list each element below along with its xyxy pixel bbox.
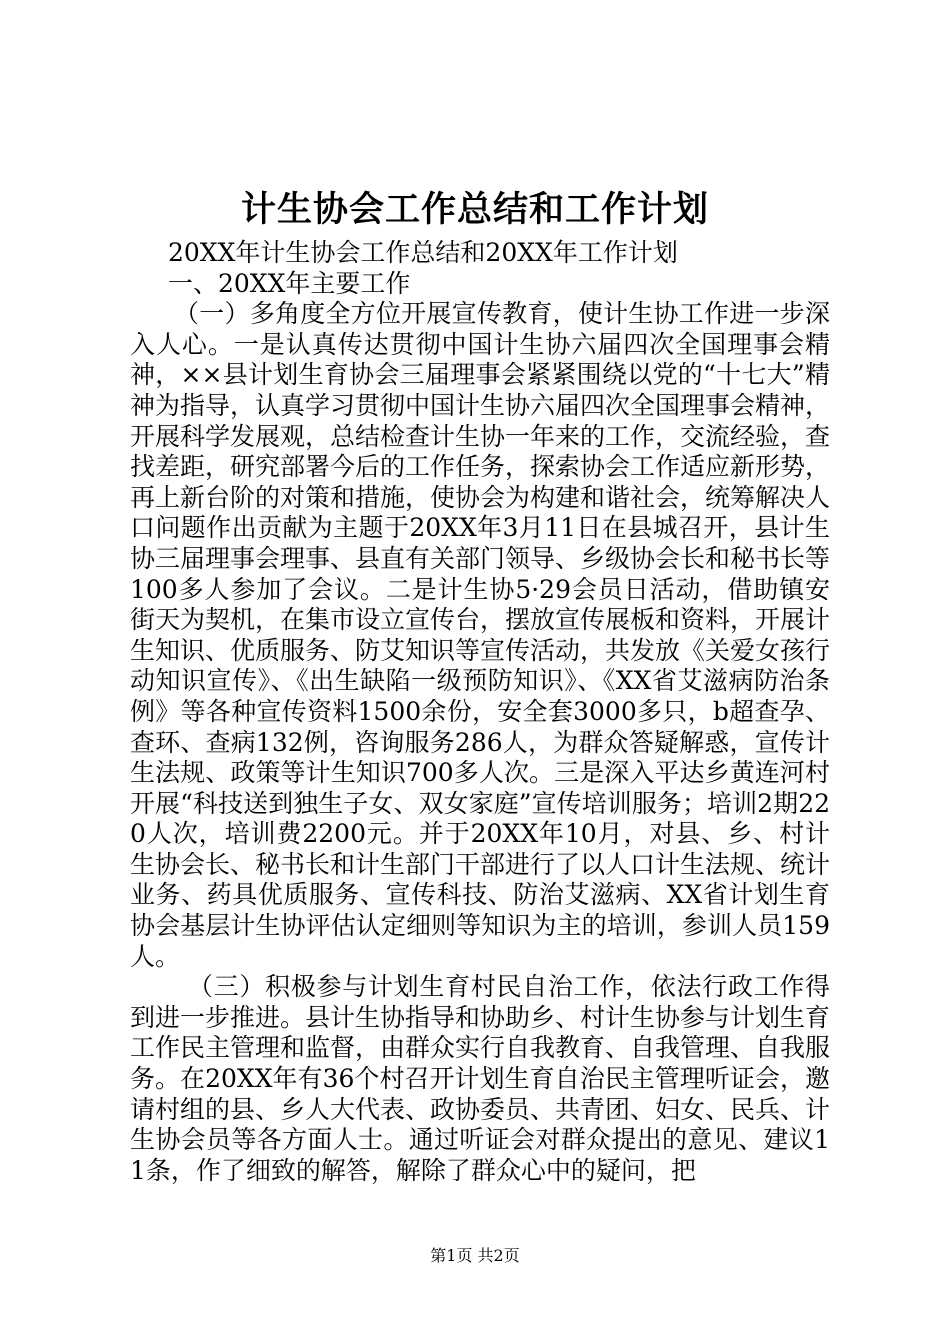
section-heading: 一、20XX年主要工作 <box>168 268 411 298</box>
document-title: 计生协会工作总结和工作计划 <box>240 189 709 230</box>
document-body <box>130 238 830 1186</box>
page-footer: 第1页 共2页 <box>430 1246 520 1265</box>
subtitle-line: 20XX年计生协会工作总结和20XX年工作计划 <box>168 238 678 267</box>
paragraph-one: （一）多角度全方位开展宣传教育，使计生协工作进一步深入人心。一是认真传达贯彻中国计生协六届四次全国理事会精神，××县计划生育协会三届理事会紧紧围绕以党的“十七大”精神为指导，认真学习贯彻中国计生协六届四次全国理事会精神，开展科学发展观，总结检查计生协一年来的工作，交流经验，查找差距，研究部署今后的工作任务，探索协会工作适应新形势，再上新台阶的对策和措施，使协会为构建和谐社会，统筹解决人口问题作出贡献为主题于20XX年3月11日在县城召开，县计生协三届理事会理事、县直有关部门领导、乡级协会长和秘书长等100多人参加了会议。二是计生协5·29会员日活动，借助镇安街天为契机，在集市设立宣传台，摆放宣传展板和资料，开展计生知识、优质服务、防艾知识等宣传活动，共发放《关爱女孩行动知识宣传》、《出生缺陷一级预防知识》、《XX省艾滋病防治条例》等各种宣传资料1500余份，安全套3000多只，b超查孕、查环、查病132例，咨询服务286人，为群众答疑解惑，宣传计生法规、政策等计生知识700多人次。三是深入平达乡黄连河村开展“科技送到独生子女、双女家庭”宣传培训服务；培训2期220人次，培训费2200元。并于20XX年10月，对县、乡、村计生协会长、秘书长和计生部门干部进行了以人口计生法规、统计业务、药具优质服务、宣传科技、防治艾滋病、XX省计划生育协会基层计生协评估认定细则等知识为主的培训，参训人员159人。 <box>130 299 831 971</box>
paragraph-three: （三）积极参与计划生育村民自治工作，依法行政工作得到进一步推进。县计生协指导和协助乡、村计生协参与计划生育工作民主管理和监督，由群众实行自我教育、自我管理、自我服务。在20XX年有36个村召开计划生育自治民主管理听证会，邀请村组的县、乡人大代表、政协委员、共青团、妇女、民兵、计生协会员等各方面人士。通过听证会对群众提出的意见、建议11条，作了细致的解答，解除了群众心中的疑问，把 <box>130 972 831 1185</box>
